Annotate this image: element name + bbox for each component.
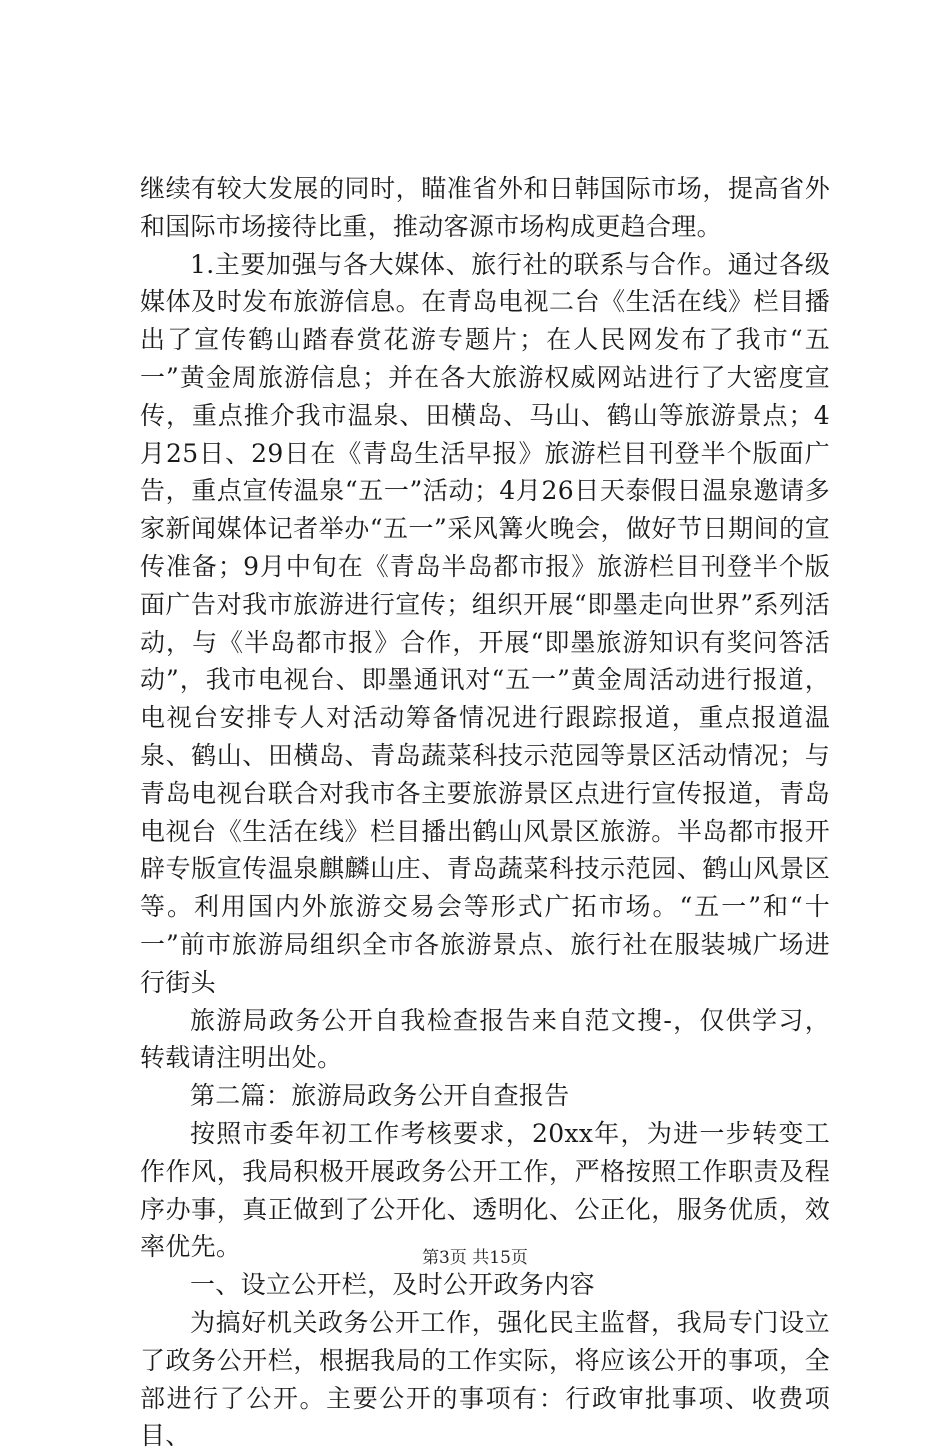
- paragraph-intro: 按照市委年初工作考核要求，20xx年，为进一步转变工作作风，我局积极开展政务公开工作，严格按照工作职责及程序办事，真正做到了公开化、透明化、公正化，服务优质，效率优先。: [140, 1118, 830, 1262]
- section-heading-second-part: 第二篇：旅游局政务公开自查报告: [190, 1081, 570, 1111]
- page-number-footer: 第3页 共15页: [422, 1248, 528, 1268]
- paragraph-media-cooperation: 1.主要加强与各大媒体、旅行社的联系与合作。通过各级媒体及时发布旅游信息。在青岛电视二台《生活在线》栏目播出了宣传鹤山踏春赏花游专题片；在人民网发布了我市“五一”黄金周旅游信息；并在各大旅游权威网站进行了大密度宣传，重点推介我市温泉、田横岛、马山、鹤山等旅游景点；4月25日、29日在《青岛生活早报》旅游栏目刊登半个版面广告，重点宣传温泉“五一”活动；4月26日天泰假日温泉邀请多家新闻媒体记者举办“五一”采风篝火晚会，做好节日期间的宣传准备；9月中旬在《青岛半岛都市报》旅游栏目刊登半个版面广告对我市旅游进行宣传；组织开展“即墨走向世界”系列活动，与《半岛都市报》合作，开展“即墨旅游知识有奖问答活动”，我市电视台、即墨通讯对“五一”黄金周活动进行报道，电视台安排专人对活动筹备情况进行跟踪报道，重点报道温泉、鹤山、田横岛、青岛蔬菜科技示范园等景区活动情况；与青岛电视台联合对我市各主要旅游景区点进行宣传报道，青岛电视台《生活在线》栏目播出鹤山风景区旅游。半岛都市报开辟专版宣传温泉麒麟山庄、青岛蔬菜科技示范园、鹤山风景区等。利用国内外旅游交易会等形式广拓市场。“五一”和“十一”前市旅游局组织全市各旅游景点、旅行社在服装城广场进行街头: [140, 249, 830, 997]
- paragraph-continuation: 继续有较大发展的同时，瞄准省外和日韩国际市场，提高省外和国际市场接待比重，推动客源市场构成更趋合理。: [140, 174, 830, 241]
- paragraph-source-note: 旅游局政务公开自我检查报告来自范文搜-，仅供学习，转载请注明出处。: [140, 1005, 830, 1073]
- paragraph-public-board: 为搞好机关政务公开工作，强化民主监督，我局专门设立了政务公开栏，根据我局的工作实际，将应该公开的事项，全部进行了公开。主要公开的事项有：行政审批事项、收费项目、: [140, 1307, 830, 1451]
- section-heading-one: 一、设立公开栏，及时公开政务内容: [190, 1270, 595, 1300]
